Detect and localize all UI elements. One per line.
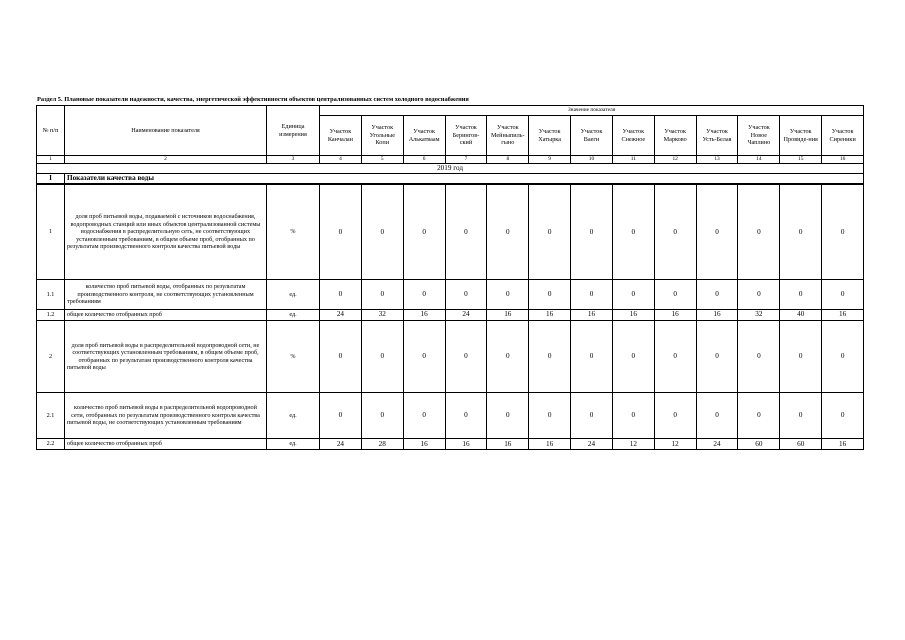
row-value: 40 bbox=[780, 310, 822, 321]
table-row bbox=[37, 439, 864, 450]
row-num: 2.2 bbox=[37, 439, 65, 450]
row-value: 0 bbox=[612, 321, 654, 393]
row-value: 16 bbox=[696, 310, 738, 321]
row-value: 0 bbox=[738, 280, 780, 310]
row-value: 0 bbox=[403, 321, 445, 393]
row-value: 16 bbox=[403, 439, 445, 450]
row-value: 0 bbox=[445, 393, 487, 439]
row-value: 24 bbox=[571, 439, 613, 450]
row-value: 24 bbox=[696, 439, 738, 450]
row-unit: ед. bbox=[267, 310, 320, 321]
column-number: 15 bbox=[780, 156, 822, 164]
row-value: 60 bbox=[780, 439, 822, 450]
row-num: 2 bbox=[37, 321, 65, 393]
row-value: 0 bbox=[445, 280, 487, 310]
row-unit: ед. bbox=[267, 393, 320, 439]
row-value: 0 bbox=[361, 393, 403, 439]
header-unit: Единица измерения bbox=[267, 106, 320, 156]
column-number: 11 bbox=[612, 156, 654, 164]
row-value: 0 bbox=[696, 393, 738, 439]
section-num: I bbox=[37, 174, 65, 184]
row-value: 32 bbox=[738, 310, 780, 321]
row-value: 0 bbox=[571, 393, 613, 439]
row-value: 0 bbox=[654, 280, 696, 310]
table-row bbox=[37, 280, 864, 310]
row-value: 0 bbox=[696, 184, 738, 280]
column-header: Участок Марково bbox=[654, 116, 696, 156]
column-header: Участок Ваеги bbox=[571, 116, 613, 156]
row-value: 24 bbox=[445, 310, 487, 321]
column-header: Участок Берингов-ский bbox=[445, 116, 487, 156]
row-value: 32 bbox=[361, 310, 403, 321]
row-value: 0 bbox=[361, 280, 403, 310]
row-value: 16 bbox=[822, 439, 864, 450]
row-value: 0 bbox=[738, 321, 780, 393]
row-value: 0 bbox=[571, 184, 613, 280]
row-value: 0 bbox=[822, 280, 864, 310]
table-row bbox=[37, 184, 864, 280]
row-value: 12 bbox=[612, 439, 654, 450]
row-value: 0 bbox=[696, 321, 738, 393]
row-value: 0 bbox=[654, 184, 696, 280]
row-value: 0 bbox=[822, 184, 864, 280]
column-number: 14 bbox=[738, 156, 780, 164]
row-value: 0 bbox=[361, 184, 403, 280]
section-name: Показатели качества воды bbox=[65, 174, 864, 184]
row-value: 0 bbox=[612, 184, 654, 280]
header-num: № п/п bbox=[37, 106, 65, 156]
row-value: 0 bbox=[487, 393, 529, 439]
row-value: 0 bbox=[320, 184, 362, 280]
row-value: 0 bbox=[738, 393, 780, 439]
row-value: 0 bbox=[571, 280, 613, 310]
column-number: 2 bbox=[65, 156, 267, 164]
column-number: 6 bbox=[403, 156, 445, 164]
column-number: 8 bbox=[487, 156, 529, 164]
row-unit: % bbox=[267, 321, 320, 393]
year-row: 2019 год bbox=[37, 164, 864, 174]
row-indicator-name: общее количество отобранных проб bbox=[65, 439, 267, 450]
row-value: 0 bbox=[696, 280, 738, 310]
row-value: 0 bbox=[529, 393, 571, 439]
row-value: 16 bbox=[529, 439, 571, 450]
column-header: Участок Новое Чаплино bbox=[738, 116, 780, 156]
row-value: 0 bbox=[780, 184, 822, 280]
row-value: 0 bbox=[822, 321, 864, 393]
column-number: 10 bbox=[571, 156, 613, 164]
column-header: Участок Мейныпиль-гыно bbox=[487, 116, 529, 156]
column-number: 4 bbox=[320, 156, 362, 164]
row-value: 24 bbox=[320, 439, 362, 450]
row-value: 16 bbox=[529, 310, 571, 321]
row-indicator-name: количество проб питьевой воды в распределительной водопроводной сети, отобранных по результатам производственного контроля качества питьевой воды, не соответствующих установленным требованиям bbox=[65, 393, 267, 439]
row-value: 0 bbox=[780, 393, 822, 439]
row-value: 60 bbox=[738, 439, 780, 450]
column-header: Участок Сиреники bbox=[822, 116, 864, 156]
row-indicator-name: общее количество отобранных проб bbox=[65, 310, 267, 321]
row-unit: ед. bbox=[267, 280, 320, 310]
table-row bbox=[37, 321, 864, 393]
row-value: 0 bbox=[403, 393, 445, 439]
row-value: 16 bbox=[571, 310, 613, 321]
row-value: 0 bbox=[487, 321, 529, 393]
row-num: 2.1 bbox=[37, 393, 65, 439]
row-indicator-name: количество проб питьевой воды, отобранных по результатам производственного контроля, не соответствующих установленным требованиям bbox=[65, 280, 267, 310]
row-value: 0 bbox=[361, 321, 403, 393]
column-header: Участок Хатырка bbox=[529, 116, 571, 156]
column-number: 1 bbox=[37, 156, 65, 164]
column-header: Участок Провиде-ния bbox=[780, 116, 822, 156]
column-header: Участок Снежное bbox=[612, 116, 654, 156]
row-value: 0 bbox=[780, 321, 822, 393]
row-value: 0 bbox=[445, 184, 487, 280]
row-indicator-name: доля проб питьевой воды, подаваемой с источников водоснабжения, водопроводных станций или иных объектов централизованной системы водоснабжения в распределительную сеть, не соответствующих установленным требованиям, в общем объеме проб, отобранных по результатам производственного контроля качества питьевой воды bbox=[65, 184, 267, 280]
header-name: Наименование показателя bbox=[65, 106, 267, 156]
row-value: 0 bbox=[654, 321, 696, 393]
row-value: 12 bbox=[654, 439, 696, 450]
row-unit: % bbox=[267, 184, 320, 280]
column-header: Участок Усть-Белая bbox=[696, 116, 738, 156]
row-value: 16 bbox=[654, 310, 696, 321]
row-value: 0 bbox=[320, 280, 362, 310]
row-value: 0 bbox=[529, 184, 571, 280]
row-indicator-name: доля проб питьевой воды в распределительной водопроводной сети, не соответствующих установленным требованиям, в общем объеме проб, отобранных по результатам производственного контроля качества питьевой воды bbox=[65, 321, 267, 393]
row-value: 0 bbox=[403, 280, 445, 310]
row-value: 0 bbox=[612, 280, 654, 310]
row-value: 0 bbox=[738, 184, 780, 280]
row-value: 0 bbox=[529, 321, 571, 393]
row-value: 0 bbox=[654, 393, 696, 439]
column-number: 9 bbox=[529, 156, 571, 164]
indicators-table bbox=[36, 105, 864, 450]
section-title: Раздел 5. Плановые показатели надежности, качества, энергетической эффективности объектов централизованных систем холодного водоснабжения bbox=[37, 96, 469, 103]
row-num: 1.2 bbox=[37, 310, 65, 321]
row-value: 16 bbox=[487, 439, 529, 450]
column-header: Участок Канчалан bbox=[320, 116, 362, 156]
row-value: 0 bbox=[445, 321, 487, 393]
row-value: 0 bbox=[612, 393, 654, 439]
column-header: Участок Угольные Копи bbox=[361, 116, 403, 156]
row-value: 0 bbox=[320, 321, 362, 393]
row-unit: ед. bbox=[267, 439, 320, 450]
column-header: Участок Алькатваам bbox=[403, 116, 445, 156]
row-value: 16 bbox=[612, 310, 654, 321]
row-value: 0 bbox=[571, 321, 613, 393]
row-value: 0 bbox=[780, 280, 822, 310]
row-value: 0 bbox=[487, 280, 529, 310]
row-value: 0 bbox=[403, 184, 445, 280]
table-row bbox=[37, 310, 864, 321]
row-num: 1 bbox=[37, 184, 65, 280]
column-number: 16 bbox=[822, 156, 864, 164]
row-value: 16 bbox=[822, 310, 864, 321]
header-values-group: Значение показателя bbox=[320, 106, 864, 116]
row-value: 0 bbox=[320, 393, 362, 439]
row-value: 0 bbox=[529, 280, 571, 310]
column-number: 13 bbox=[696, 156, 738, 164]
row-value: 16 bbox=[487, 310, 529, 321]
row-num: 1.1 bbox=[37, 280, 65, 310]
column-number: 12 bbox=[654, 156, 696, 164]
row-value: 0 bbox=[487, 184, 529, 280]
row-value: 0 bbox=[822, 393, 864, 439]
row-value: 24 bbox=[320, 310, 362, 321]
row-value: 16 bbox=[445, 439, 487, 450]
column-number: 3 bbox=[267, 156, 320, 164]
table-row bbox=[37, 393, 864, 439]
column-number: 7 bbox=[445, 156, 487, 164]
row-value: 28 bbox=[361, 439, 403, 450]
column-number: 5 bbox=[361, 156, 403, 164]
row-value: 16 bbox=[403, 310, 445, 321]
